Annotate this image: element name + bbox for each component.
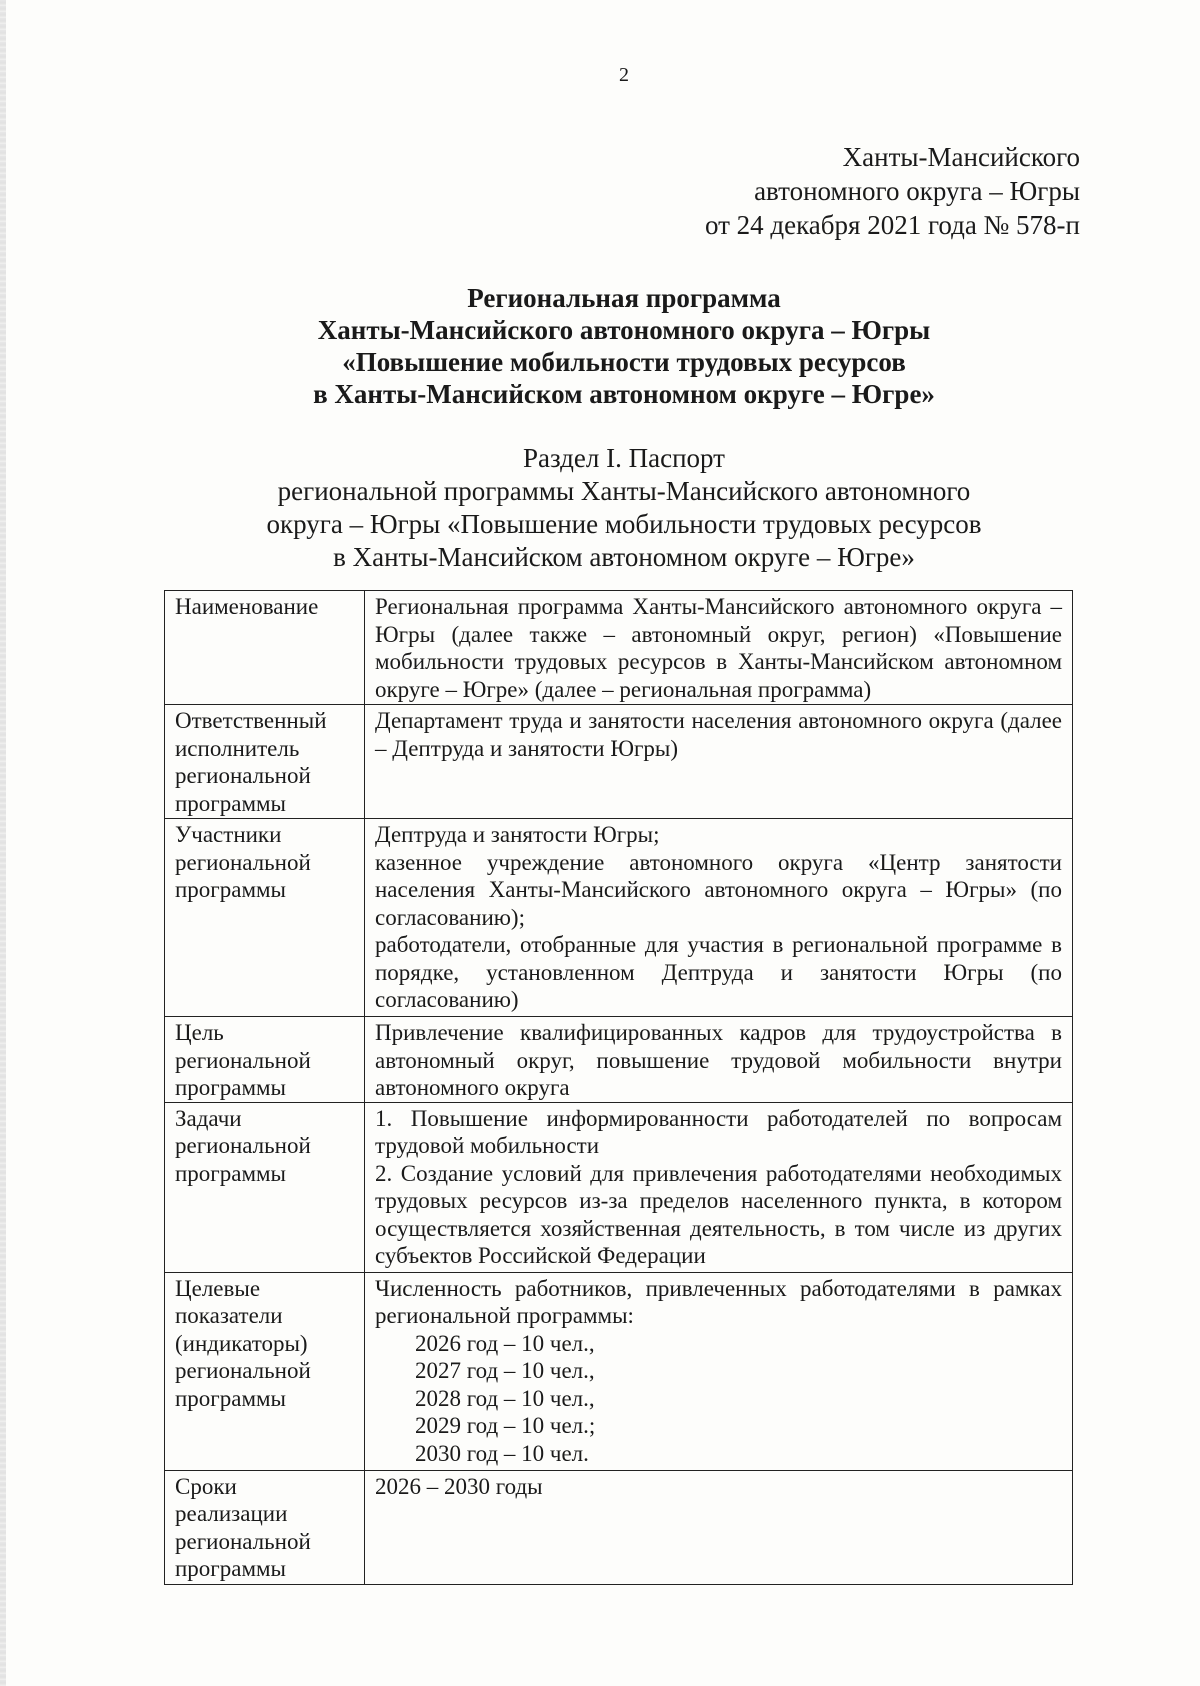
- indicator-line: 2029 год – 10 чел.;: [415, 1413, 596, 1438]
- section-heading: [0, 442, 1200, 574]
- section-line: в Ханты-Мансийском автономном округе – Югре»: [333, 542, 915, 572]
- approval-block: [705, 140, 1080, 242]
- approval-line: Ханты-Мансийского: [842, 142, 1080, 172]
- passport-table: [164, 590, 1073, 1585]
- table-row: [165, 1470, 1073, 1584]
- approval-line: автономного округа – Югры: [754, 176, 1080, 206]
- value-paragraph: Департамент труда и занятости населения автономного округа (далее – Дептруда и занятости Югры): [375, 708, 1062, 761]
- table-row: [165, 1017, 1073, 1103]
- indicator-line: 2027 год – 10 чел.,: [415, 1358, 595, 1383]
- value-paragraph: Региональная программа Ханты-Мансийского автономного округа – Югры (далее также – автономный округ, регион) «Повышение мобильности трудовых ресурсов в Ханты-Мансийском автономном округе – Югре» (далее – региональная программа): [375, 594, 1062, 702]
- table-row: [165, 1272, 1073, 1470]
- row-value: [365, 1470, 1073, 1584]
- row-label: Ответственный исполнитель региональной программы: [165, 705, 365, 819]
- row-label: Цель региональной программы: [165, 1017, 365, 1103]
- row-label: Задачи региональной программы: [165, 1102, 365, 1272]
- row-value: [365, 819, 1073, 1017]
- table-row: [165, 819, 1073, 1017]
- section-line: округа – Югры «Повышение мобильности трудовых ресурсов: [266, 509, 982, 539]
- title-line: Ханты-Мансийского автономного округа – Югры: [317, 315, 931, 345]
- scan-edge-artifact: [0, 0, 6, 1686]
- value-paragraph: Численность работников, привлеченных работодателями в рамках региональной программы:: [375, 1275, 1062, 1328]
- value-paragraph: Дептруда и занятости Югры;: [375, 822, 660, 847]
- row-label: Участники региональной программы: [165, 819, 365, 1017]
- indicator-line: 2030 год – 10 чел.: [415, 1440, 589, 1466]
- title-line: Региональная программа: [467, 283, 781, 313]
- row-value: [365, 1017, 1073, 1103]
- title-line: «Повышение мобильности трудовых ресурсов: [342, 347, 906, 377]
- table-row: [165, 1102, 1073, 1272]
- value-paragraph: 2. Создание условий для привлечения работодателями необходимых трудовых ресурсов из-за пределов населенного пункта, в котором осуществляется хозяйственная деятельность, в том числе из других субъектов Российской Федерации: [375, 1160, 1062, 1268]
- row-value: [365, 705, 1073, 819]
- value-paragraph: 1. Повышение информированности работодателей по вопросам трудовой мобильности: [375, 1105, 1062, 1158]
- row-label: Целевые показатели (индикаторы) региональной программы: [165, 1272, 365, 1470]
- value-paragraph: работодатели, отобранные для участия в региональной программе в порядке, установленном Дептруда и занятости Югры (по согласованию): [375, 932, 1062, 1012]
- row-value: [365, 591, 1073, 705]
- table-row: [165, 591, 1073, 705]
- row-value: [365, 1102, 1073, 1272]
- page-number: 2: [619, 64, 629, 86]
- section-line: региональной программы Ханты-Мансийского автономного: [277, 476, 971, 506]
- program-title: [0, 282, 1200, 410]
- table-row: [165, 705, 1073, 819]
- value-paragraph: Привлечение квалифицированных кадров для трудоустройства в автономный округ, повышение трудовой мобильности внутри автономного округа: [375, 1020, 1062, 1100]
- approval-line: от 24 декабря 2021 года № 578-п: [704, 210, 1080, 240]
- indicator-line: 2028 год – 10 чел.,: [415, 1385, 595, 1411]
- section-line: Раздел I. Паспорт: [523, 443, 725, 473]
- value-paragraph: казенное учреждение автономного округа «Центр занятости населения Ханты-Мансийского автономного округа – Югры» (по согласованию);: [375, 849, 1062, 930]
- title-line: в Ханты-Мансийском автономном округе – Югре»: [313, 379, 935, 409]
- row-label: Сроки реализации региональной программы: [165, 1470, 365, 1584]
- row-label: Наименование: [165, 591, 365, 705]
- value-paragraph: 2026 – 2030 годы: [375, 1473, 543, 1499]
- row-value: [365, 1272, 1073, 1470]
- indicator-line: 2026 год – 10 чел.,: [415, 1330, 595, 1356]
